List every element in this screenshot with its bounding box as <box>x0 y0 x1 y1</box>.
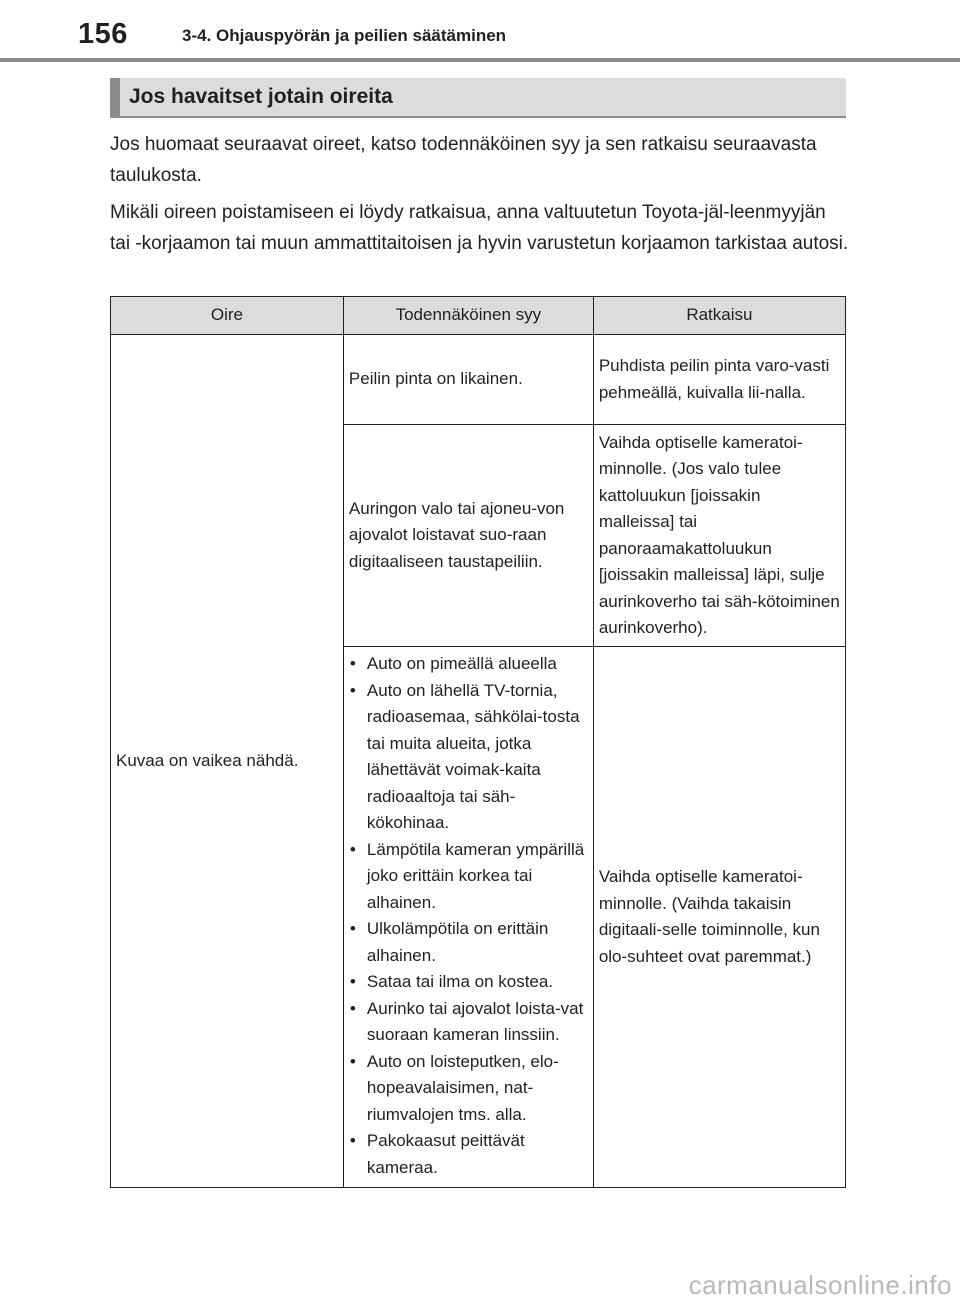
list-item: • Auto on pimeällä alueella <box>349 651 588 678</box>
chapter-title: 3-4. Ohjauspyörän ja peilien säätäminen <box>182 26 507 45</box>
watermark: carmanualsonline.info <box>688 1270 952 1300</box>
intro-paragraph-1: Jos huomaat seuraavat oireet, katso todennäköinen syy ja sen ratkaisu seuraavasta taulukosta. <box>110 134 817 186</box>
section-title: Jos havaitset jotain oireita <box>129 85 393 108</box>
intro-text <box>110 129 850 265</box>
header-rule <box>0 58 960 62</box>
symptom-cell: Kuvaa on vaikea nähdä. <box>111 335 344 1188</box>
section-heading <box>110 78 846 118</box>
solution-cell: Puhdista peilin pinta varo-vasti pehmeällä, kuivalla lii-nalla. <box>593 335 845 425</box>
list-item: • Auto on loisteputken, elo-hopeavalaisimen, nat-riumvalojen tms. alla. <box>349 1049 588 1129</box>
page-number: 156 <box>78 18 128 50</box>
header-solution: Ratkaisu <box>593 297 845 335</box>
header-cause: Todennäköinen syy <box>343 297 593 335</box>
cause-list-cell <box>343 647 593 1188</box>
cause-list <box>349 651 588 1181</box>
list-item: • Ulkolämpötila on erittäin alhainen. <box>349 916 588 969</box>
table-header-row <box>111 297 846 335</box>
list-item: • Sataa tai ilma on kostea. <box>349 969 588 996</box>
list-item: • Aurinko tai ajovalot loista-vat suoraan kameran linssiin. <box>349 996 588 1049</box>
cause-cell: Peilin pinta on likainen. <box>343 335 593 425</box>
solution-cell: Vaihda optiselle kameratoi-minnolle. (Jos valo tulee kattoluukun [joissakin malleissa] tai panoraamakattoluukun [joissakin malleissa] läpi, sulje aurinkoverho tai säh-kötoiminen aurinkoverho). <box>593 425 845 647</box>
troubleshooting-table <box>110 296 846 1188</box>
list-item: • Auto on lähellä TV-tornia, radioasemaa, sähkölai-tosta tai muita alueita, jotka lähettävät voimak-kaita radioaaltoja tai säh-kökohinaa. <box>349 678 588 837</box>
intro-paragraph-2: Mikäli oireen poistamiseen ei löydy ratkaisua, anna valtuutetun Toyota-jäl-leenmyyjän tai -korjaamon tai muun ammattitaitoisen ja hyvin varustetun korjaamon tarkistaa autosi. <box>110 202 849 254</box>
list-item: • Pakokaasut peittävät kameraa. <box>349 1128 588 1181</box>
section-heading-tab <box>110 78 120 116</box>
cause-cell: Auringon valo tai ajoneu-von ajovalot loistavat suo-raan digitaaliseen taustapeiliin. <box>343 425 593 647</box>
solution-cell: Vaihda optiselle kameratoi-minnolle. (Vaihda takaisin digitaali-selle toiminnolle, kun olo-suhteet ovat paremmat.) <box>593 647 845 1188</box>
table-row <box>111 335 846 425</box>
list-item: • Lämpötila kameran ympärillä joko erittäin korkea tai alhainen. <box>349 837 588 917</box>
header-symptom: Oire <box>111 297 344 335</box>
